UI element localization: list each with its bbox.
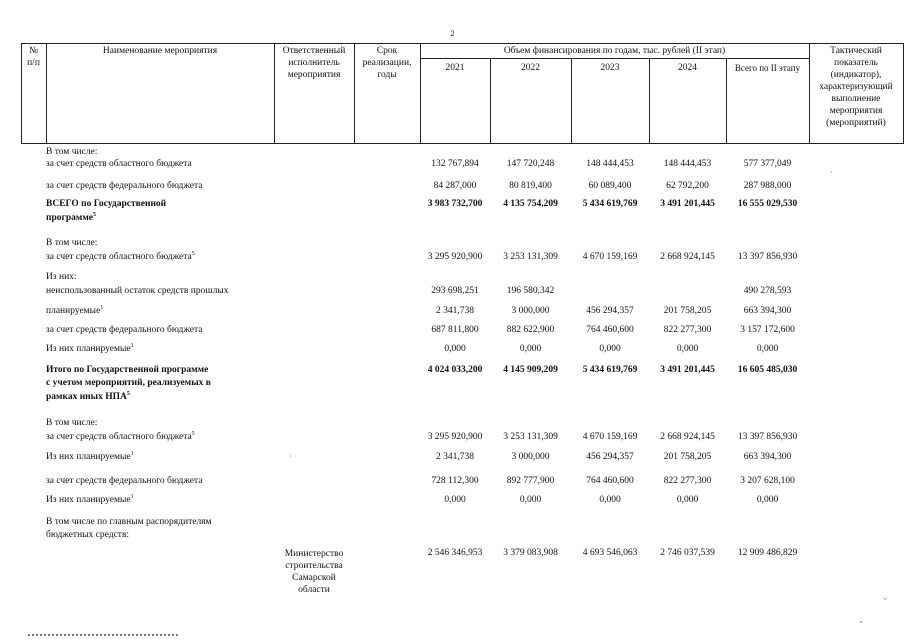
row-label-text: за счет средств областного бюджета xyxy=(46,432,192,442)
cell-value: 4 145 909,209 xyxy=(503,365,558,375)
footnote-mark: 1 xyxy=(130,343,134,349)
cell-value: 60 089,400 xyxy=(588,181,632,191)
cell-value: 2 746 037,539 xyxy=(660,548,715,558)
cell-total: 16 605 485,030 xyxy=(737,365,798,375)
footnote-mark: 1 xyxy=(130,494,134,500)
scan-mark: · xyxy=(289,452,292,461)
row-label xyxy=(46,158,192,170)
cell-value: 62 792,200 xyxy=(666,181,709,191)
cell-value: 2 668 924,145 xyxy=(660,432,715,442)
row-label xyxy=(46,251,195,263)
cell-value: 5 434 619,769 xyxy=(582,199,638,209)
header-year-2022: 2022 xyxy=(521,63,540,73)
cell-value: 196 580,342 xyxy=(506,286,555,296)
cell-total: 13 397 856,930 xyxy=(737,252,798,262)
row-label-text: ВСЕГО по Государственной xyxy=(46,199,167,209)
cell-value: 764 460,600 xyxy=(586,476,634,486)
cell-value: 0,000 xyxy=(599,495,621,505)
footnote-mark: 5 xyxy=(191,431,195,437)
cell-value: 5 434 619,769 xyxy=(582,365,638,375)
cell-value: 687 811,800 xyxy=(431,325,479,335)
row-label-text: бюджетных средств: xyxy=(46,530,130,540)
cell-value: 201 758,205 xyxy=(663,452,712,462)
cell-value: 148 444,453 xyxy=(586,159,634,169)
cell-value: 0,000 xyxy=(519,344,542,354)
cell-value: 3 000,000 xyxy=(511,306,550,316)
cell-value: 2 668 924,145 xyxy=(660,252,715,262)
cell-value: 3 491 201,445 xyxy=(660,199,715,209)
cell-value: 2 546 346,953 xyxy=(427,548,483,558)
row-label xyxy=(46,475,202,487)
cell-total: 663 394,300 xyxy=(743,452,792,462)
header-year-2024: 2024 xyxy=(678,63,697,73)
row-label xyxy=(46,343,134,355)
header-number: № п/п xyxy=(27,46,40,68)
row-label-text: Из них планируемые xyxy=(46,452,131,462)
cell-total: 0,000 xyxy=(756,344,779,354)
row-label xyxy=(46,212,96,224)
cell-value: 132 767,894 xyxy=(431,159,479,169)
header-executor: Ответственный исполнитель мероприятия xyxy=(282,46,346,80)
scan-mark: · xyxy=(830,168,833,177)
cell-value: 3 491 201,445 xyxy=(660,365,715,375)
scan-mark: ˇ xyxy=(860,620,863,629)
row-label-text: за счет средств областного бюджета xyxy=(46,252,192,262)
ministry-name: Министерство строительства Самарской области xyxy=(284,549,344,595)
cell-value: 0,000 xyxy=(444,344,466,354)
header-total-stage: Всего по II этапу xyxy=(734,63,801,73)
cell-value: 728 112,300 xyxy=(431,476,479,486)
cell-value: 4 135 754,209 xyxy=(503,199,558,209)
row-label xyxy=(46,377,211,389)
cell-value: 456 294,357 xyxy=(586,452,634,462)
cell-value: 80 819,400 xyxy=(509,181,552,191)
row-label xyxy=(46,529,129,541)
row-label-text: с учетом мероприятий, реализуемых в xyxy=(46,378,211,388)
row-label xyxy=(46,417,97,429)
cell-value: 3 000,000 xyxy=(511,452,550,462)
row-label-text: В том числе: xyxy=(46,238,98,248)
cell-total: 16 555 029,530 xyxy=(737,199,798,209)
header-year-2021: 2021 xyxy=(445,63,465,73)
cell-total: 0,000 xyxy=(756,495,779,505)
cell-value: 3 253 131,309 xyxy=(503,252,558,262)
cell-value: 4 670 159,169 xyxy=(582,432,638,442)
cell-value: 0,000 xyxy=(676,344,699,354)
cell-value: 3 253 131,309 xyxy=(503,432,558,442)
footnote-mark: 5 xyxy=(93,212,97,218)
row-label-text: за счет средств федерального бюджета xyxy=(46,181,203,191)
header-funding: Объем финансирования по годам, тыс. рублей (II этап) xyxy=(503,46,726,56)
row-label xyxy=(46,451,134,463)
cell-value: 4 693 546,063 xyxy=(582,548,638,558)
cell-value: 822 277,300 xyxy=(663,325,712,335)
header-event-name: Наименование мероприятия xyxy=(102,46,218,56)
footnote-mark: 5 xyxy=(191,251,195,257)
row-label-text: Из них планируемые xyxy=(46,344,131,354)
bottom-scan-artifact xyxy=(28,634,178,636)
row-label-text: В том числе: xyxy=(46,418,98,428)
page-number: 2 xyxy=(450,29,455,38)
row-label xyxy=(46,180,202,192)
row-label xyxy=(46,494,134,506)
row-label-text: программе xyxy=(46,213,94,223)
cell-total: 663 394,300 xyxy=(743,306,792,316)
cell-value: 84 287,000 xyxy=(433,181,477,191)
row-label xyxy=(46,516,212,528)
cell-total: 577 377,049 xyxy=(743,159,792,169)
row-label xyxy=(46,364,208,376)
row-label xyxy=(46,237,97,249)
cell-value: 4 024 033,200 xyxy=(427,365,483,375)
row-label-text: В том числе: xyxy=(46,147,98,157)
row-label xyxy=(46,391,130,403)
cell-value: 0,000 xyxy=(599,344,621,354)
cell-value: 147 720,248 xyxy=(506,159,555,169)
row-label xyxy=(46,271,77,283)
cell-total: 13 397 856,930 xyxy=(737,432,798,442)
cell-value: 3 379 083,908 xyxy=(503,548,558,558)
row-label-text: Итого по Государственной программе xyxy=(46,365,209,375)
row-label-text: В том числе по главным распорядителям xyxy=(46,517,212,527)
cell-value: 3 983 732,700 xyxy=(427,199,483,209)
row-label xyxy=(46,431,195,443)
cell-total: 12 909 486,829 xyxy=(737,548,798,558)
footnote-mark: 5 xyxy=(126,391,130,397)
cell-value: 0,000 xyxy=(444,495,466,505)
row-label xyxy=(46,305,103,317)
cell-value: 4 670 159,169 xyxy=(582,252,638,262)
cell-value: 456 294,357 xyxy=(586,306,634,316)
row-label-text: Из них планируемые xyxy=(46,495,131,505)
cell-value: 882 622,900 xyxy=(506,325,555,335)
row-label xyxy=(46,198,166,210)
cell-value: 3 295 920,900 xyxy=(427,252,483,262)
cell-value: 201 758,205 xyxy=(663,306,712,316)
row-label xyxy=(46,146,97,158)
footnote-mark: 1 xyxy=(130,451,134,457)
cell-value: 293 698,251 xyxy=(431,286,479,296)
cell-value: 822 277,300 xyxy=(663,476,712,486)
row-label-text: за счет средств областного бюджета xyxy=(46,159,192,169)
row-label-text: планируемые xyxy=(46,306,101,316)
header-indicator: Тактический показатель (индикатор), характеризующий выполнение мероприятия (мероприятий) xyxy=(819,46,893,128)
cell-value: 148 444,453 xyxy=(663,159,712,169)
cell-total: 3 157 172,600 xyxy=(740,325,795,335)
row-label-text: за счет средств федерального бюджета xyxy=(46,476,203,486)
cell-total: 287 988,000 xyxy=(743,181,792,191)
row-label xyxy=(46,324,202,336)
cell-total: 490 278,593 xyxy=(743,286,792,296)
scan-mark: ˇ xyxy=(884,597,887,606)
cell-value: 3 295 920,900 xyxy=(427,432,483,442)
header-term: Срок реализации, годы xyxy=(362,46,412,80)
cell-value: 764 460,600 xyxy=(586,325,634,335)
row-label-text: неиспользованный остаток средств прошлых xyxy=(46,286,229,296)
cell-value: 0,000 xyxy=(519,495,542,505)
row-label-text: за счет средств федерального бюджета xyxy=(46,325,203,335)
header-year-2023: 2023 xyxy=(600,63,620,73)
cell-value: 892 777,900 xyxy=(506,476,555,486)
footnote-mark: 1 xyxy=(100,305,104,311)
row-label xyxy=(46,285,229,297)
cell-total: 3 207 628,100 xyxy=(740,476,795,486)
row-label-text: Из них: xyxy=(46,272,77,282)
cell-value: 2 341,738 xyxy=(436,452,474,462)
cell-value: 0,000 xyxy=(676,495,699,505)
cell-value: 2 341,738 xyxy=(436,306,474,316)
row-label-text: рамках иных НПА xyxy=(46,392,127,402)
